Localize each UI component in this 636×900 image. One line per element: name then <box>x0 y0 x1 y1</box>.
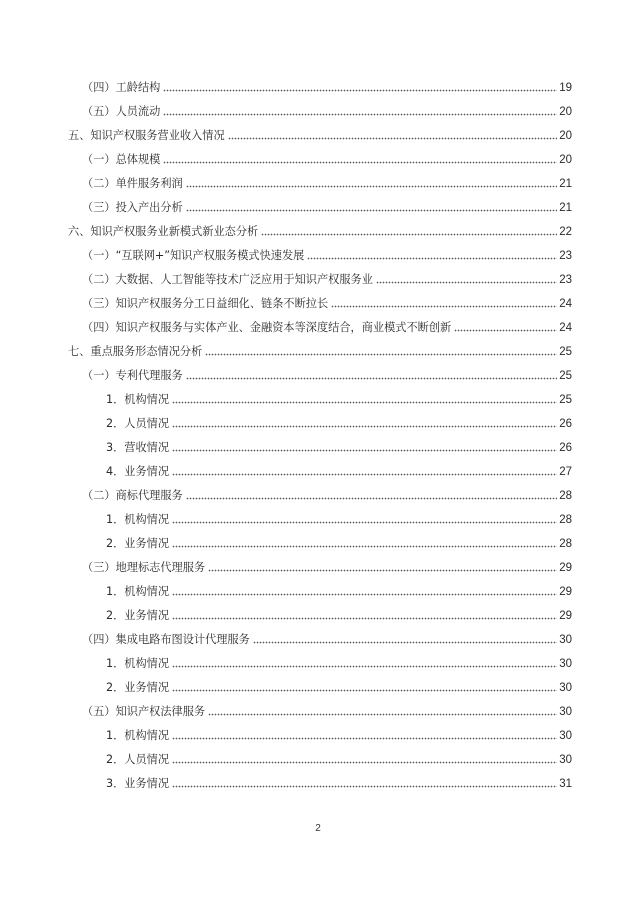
dot-leader <box>163 89 557 92</box>
toc-entry[interactable] <box>106 601 572 623</box>
toc-entry-title: 3．营收情况 <box>106 441 170 454</box>
dot-leader <box>228 137 558 140</box>
toc-entry-title: 4．业务情况 <box>106 465 170 478</box>
toc-entry[interactable] <box>82 625 572 647</box>
toc-entry-page: 30 <box>559 658 572 670</box>
toc-entry-page: 23 <box>559 274 572 286</box>
dot-leader <box>205 353 557 356</box>
toc-entry-page: 19 <box>559 82 572 94</box>
dot-leader <box>172 545 557 548</box>
toc-entry-title: （四）工龄结构 <box>82 81 161 94</box>
toc-entry-page: 30 <box>559 682 572 694</box>
toc-entry-title: 五、知识产权服务营业收入情况 <box>68 129 225 142</box>
dot-leader <box>208 713 557 716</box>
dot-leader <box>186 185 558 188</box>
toc-entry-page: 31 <box>559 778 572 790</box>
toc-entry[interactable] <box>82 361 572 383</box>
toc-entry-page: 23 <box>559 250 572 262</box>
toc-entry[interactable] <box>82 169 572 191</box>
dot-leader <box>253 641 557 644</box>
toc-entry[interactable] <box>82 313 572 335</box>
page-number: 2 <box>315 823 321 834</box>
toc-entry-page: 28 <box>559 514 572 526</box>
toc-entry-title: （三）地理标志代理服务 <box>82 561 206 574</box>
dot-leader <box>163 113 557 116</box>
toc-entry[interactable] <box>106 649 572 671</box>
toc-entry-page: 20 <box>559 154 572 166</box>
dot-leader <box>186 377 558 380</box>
toc-entry[interactable] <box>82 697 572 719</box>
toc-entry[interactable] <box>68 217 572 239</box>
toc-entry-title: 1．机构情况 <box>106 729 170 742</box>
toc-entry-title: 1．机构情况 <box>106 513 170 526</box>
toc-entry[interactable] <box>106 745 572 767</box>
toc-entry-title: 六、知识产权服务业新模式新业态分析 <box>68 225 259 238</box>
toc-entry-title: 3．业务情况 <box>106 777 170 790</box>
toc-entry[interactable] <box>82 145 572 167</box>
toc-entry-title: （三）知识产权服务分工日益细化、链条不断拉长 <box>82 297 329 310</box>
dot-leader <box>172 761 557 764</box>
toc-entry-title: （五）知识产权法律服务 <box>82 705 206 718</box>
toc-entry[interactable] <box>106 721 572 743</box>
dot-leader <box>172 665 557 668</box>
toc-entry-title: 七、重点服务形态情况分析 <box>68 345 203 358</box>
toc-entry-page: 26 <box>559 418 572 430</box>
toc-entry-title: （二）单件服务利润 <box>82 177 183 190</box>
toc-entry-page: 30 <box>559 730 572 742</box>
toc-entry[interactable] <box>82 97 572 119</box>
toc-entry-page: 28 <box>559 538 572 550</box>
dot-leader <box>172 425 557 428</box>
dot-leader <box>172 617 557 620</box>
toc-entry-page: 30 <box>559 754 572 766</box>
toc-entry-title: 1．机构情况 <box>106 393 170 406</box>
toc-entry[interactable] <box>106 457 572 479</box>
toc-entry-title: 2．业务情况 <box>106 609 170 622</box>
toc-entry[interactable] <box>82 73 572 95</box>
toc-entry[interactable] <box>82 289 572 311</box>
dot-leader <box>208 569 557 572</box>
toc-entry[interactable] <box>82 265 572 287</box>
dot-leader <box>163 161 557 164</box>
dot-leader <box>172 449 557 452</box>
toc-entry[interactable] <box>106 529 572 551</box>
toc-entry[interactable] <box>106 673 572 695</box>
toc-entry-title: （二）大数据、人工智能等技术广泛应用于知识产权服务业 <box>82 273 373 286</box>
toc-entry-title: （四）知识产权服务与实体产业、金融资本等深度结合，商业模式不断创新 <box>82 321 452 334</box>
toc-entry[interactable] <box>106 433 572 455</box>
dot-leader <box>172 689 557 692</box>
toc-entry-title: 2．业务情况 <box>106 681 170 694</box>
dot-leader <box>454 329 557 332</box>
toc-entry-page: 29 <box>559 586 572 598</box>
toc-entry-page: 30 <box>559 706 572 718</box>
toc-entry[interactable] <box>106 409 572 431</box>
toc-entry[interactable] <box>82 481 572 503</box>
toc-entry-title: 2．人员情况 <box>106 417 170 430</box>
toc-entry[interactable] <box>106 577 572 599</box>
dot-leader <box>172 785 557 788</box>
toc-entry-title: 1．机构情况 <box>106 657 170 670</box>
toc-entry-title: （三）投入产出分析 <box>82 201 183 214</box>
toc-entry-page: 28 <box>559 490 572 502</box>
toc-entry[interactable] <box>82 553 572 575</box>
dot-leader <box>186 209 558 212</box>
toc-entry-page: 25 <box>559 370 572 382</box>
toc-entry-page: 21 <box>559 178 572 190</box>
toc-entry-page: 24 <box>559 298 572 310</box>
dot-leader <box>261 233 557 236</box>
dot-leader <box>172 401 557 404</box>
toc-entry-title: 2．业务情况 <box>106 537 170 550</box>
toc-entry-page: 20 <box>559 130 572 142</box>
toc-entry-title: （五）人员流动 <box>82 105 161 118</box>
dot-leader <box>376 281 557 284</box>
toc-entry-title: （一）“互联网+”知识产权服务模式快速发展 <box>82 249 305 262</box>
toc-entry-page: 27 <box>559 466 572 478</box>
toc-entry[interactable] <box>106 385 572 407</box>
toc-entry-page: 26 <box>559 442 572 454</box>
toc-entry-title: （一）总体规模 <box>82 153 161 166</box>
toc-entry[interactable] <box>82 241 572 263</box>
toc-entry[interactable] <box>106 505 572 527</box>
toc-entry-page: 29 <box>559 562 572 574</box>
toc-entry-title: 1．机构情况 <box>106 585 170 598</box>
toc-entry-page: 25 <box>559 394 572 406</box>
dot-leader <box>186 497 558 500</box>
dot-leader <box>172 593 557 596</box>
dot-leader <box>172 473 557 476</box>
dot-leader <box>172 521 557 524</box>
toc-entry[interactable] <box>68 337 572 359</box>
toc-entry-page: 25 <box>559 346 572 358</box>
dot-leader <box>331 305 557 308</box>
toc-entry[interactable] <box>106 769 572 791</box>
toc-entry-page: 29 <box>559 610 572 622</box>
toc-entry[interactable] <box>68 121 572 143</box>
toc-entry-page: 22 <box>559 226 572 238</box>
toc-entry-title: （四）集成电路布图设计代理服务 <box>82 633 250 646</box>
toc-entry-title: （一）专利代理服务 <box>82 369 183 382</box>
dot-leader <box>307 257 557 260</box>
toc-entry-title: 2．人员情况 <box>106 753 170 766</box>
toc-entry-title: （二）商标代理服务 <box>82 489 183 502</box>
toc-entry-page: 21 <box>559 202 572 214</box>
toc-entry[interactable] <box>82 193 572 215</box>
toc-entry-page: 20 <box>559 106 572 118</box>
dot-leader <box>172 737 557 740</box>
toc-entry-page: 30 <box>559 634 572 646</box>
toc-entry-page: 24 <box>559 322 572 334</box>
